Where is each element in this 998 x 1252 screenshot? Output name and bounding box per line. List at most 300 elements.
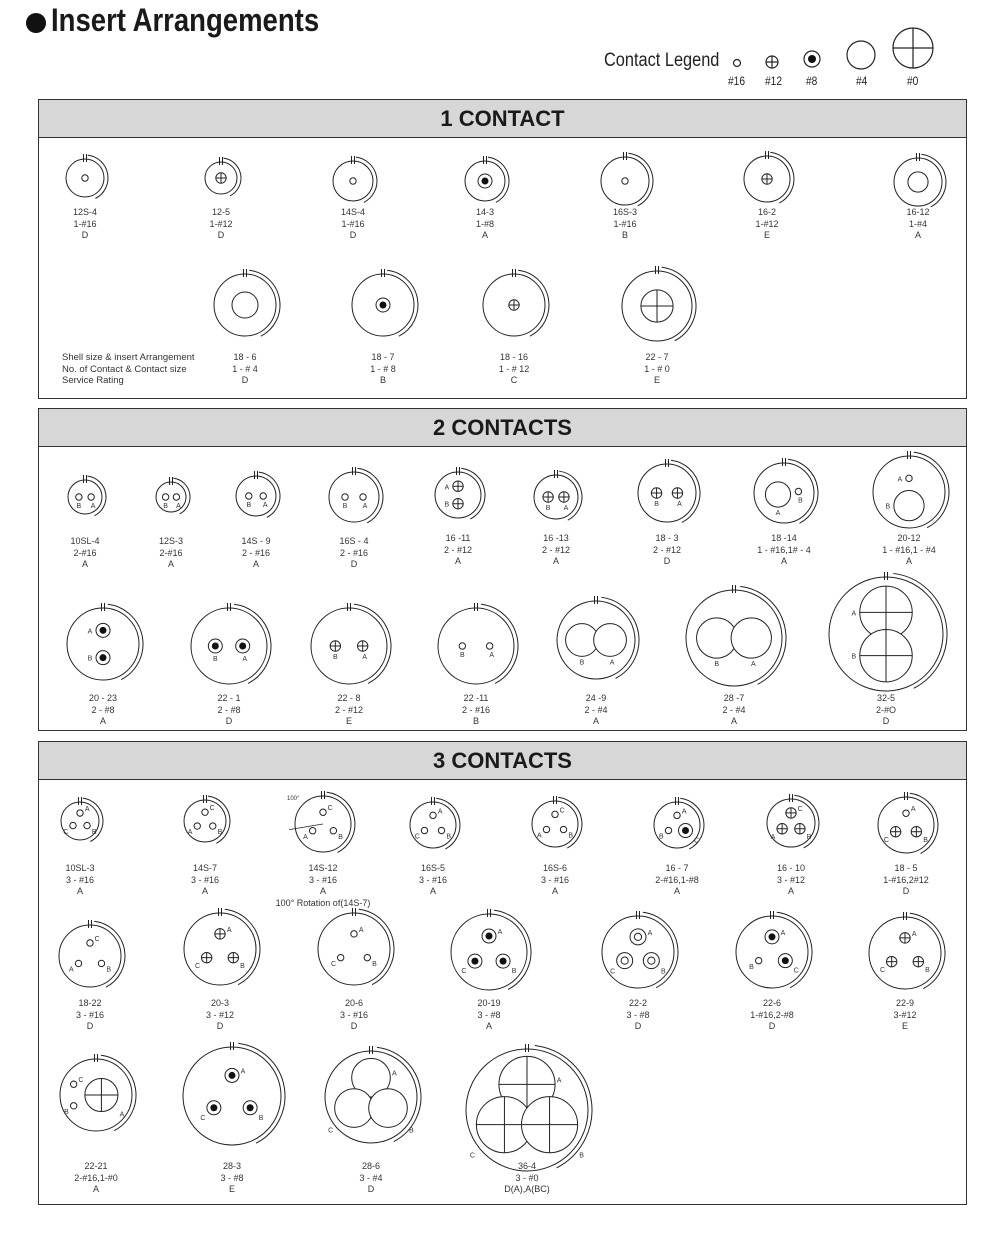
arrangement-caption <box>459 352 569 387</box>
contact-letter-label: B <box>658 833 664 841</box>
insert-arrangement-diagram <box>742 451 826 535</box>
arrangement-caption <box>850 998 960 1033</box>
shell-size-arrangement: 22-9 <box>895 998 914 1008</box>
service-rating: A <box>252 559 259 569</box>
shell-size-arrangement: 16-12 <box>906 207 930 217</box>
contact-letter-label: A <box>358 926 364 934</box>
legend-symbol-icon <box>725 51 749 75</box>
contact-letter-label: A <box>851 610 857 618</box>
contact-16-icon <box>246 493 252 499</box>
contact-16-icon <box>438 827 444 833</box>
contact-16-icon <box>674 812 680 818</box>
service-rating: D <box>902 886 910 896</box>
contact-16-icon <box>560 826 566 832</box>
insert-arrangement-diagram <box>202 262 288 348</box>
contact-letter-label: A <box>303 833 308 841</box>
contact-letter-label: C <box>879 966 886 974</box>
shell-size-arrangement: 18 - 16 <box>499 352 529 362</box>
contact-count-size: 1-#12 <box>755 218 779 229</box>
insert-arrangement-diagram <box>522 463 590 531</box>
arrangement-caption <box>294 693 404 728</box>
insert-shell-icon <box>438 603 518 684</box>
service-rating: D <box>349 230 357 240</box>
contact-16-icon <box>459 643 465 649</box>
contact-count-size: 3 - #8 <box>477 1009 501 1020</box>
contact-count-size: 1 - # 12 <box>498 363 530 374</box>
shell-size-arrangement: 24 -9 <box>585 693 607 703</box>
service-rating: B <box>472 716 479 726</box>
service-rating: D <box>217 230 225 240</box>
contact-count-size: 1 - #16,1 - #4 <box>882 544 936 555</box>
rotation-angle-label: 100° <box>287 796 300 802</box>
insert-arrangement-diagram <box>171 1035 293 1157</box>
contact-16-icon <box>755 957 761 963</box>
contact-12-icon <box>890 827 900 837</box>
legend-size-label: #8 <box>806 74 818 88</box>
insert-shell-icon <box>191 603 271 684</box>
section-2-contacts <box>38 408 967 731</box>
contact-count-size: 3 - #16 <box>190 874 220 885</box>
shell-size-arrangement: 16S-6 <box>542 863 568 873</box>
contact-letter-label: A <box>242 656 248 663</box>
insert-shell-icon <box>435 467 485 519</box>
contact-letter-label: B <box>925 966 930 974</box>
contact-count-size: 1-#4 <box>908 218 927 229</box>
shell-size-arrangement: 14-3 <box>475 207 494 217</box>
contact-8-icon <box>225 1068 239 1082</box>
insert-arrangement-diagram <box>626 452 708 534</box>
insert-shell-icon <box>311 603 391 684</box>
arrangement-caption <box>201 536 311 571</box>
section-title: 2 CONTACTS <box>39 409 966 447</box>
contact-12-icon <box>509 300 519 310</box>
contact-letter-label: B <box>660 968 666 976</box>
insert-shell-icon <box>295 791 355 853</box>
shell-size-arrangement: 10SL-4 <box>70 536 100 546</box>
service-rating: E <box>653 375 660 385</box>
arrangement-caption <box>150 863 260 898</box>
contact-count-size: 1-#12 <box>209 218 233 229</box>
arrangement-caption <box>316 1161 426 1196</box>
contact-count-size: 1-#16,2#12 <box>883 874 929 885</box>
service-rating: E <box>763 230 770 240</box>
contact-count-size: 3 - #16 <box>418 874 448 885</box>
note-line: No. of Contact & Contact size <box>62 363 187 375</box>
insert-shell-icon <box>156 477 190 514</box>
insert-shell-icon <box>329 467 383 523</box>
contact-8-icon <box>765 930 779 944</box>
insert-arrangement-diagram <box>340 262 426 348</box>
contact-16-icon <box>320 809 326 815</box>
insert-arrangement-diagram <box>313 1039 429 1155</box>
contact-16-icon <box>77 810 83 816</box>
contact-letter-label: A <box>362 654 368 662</box>
service-rating: A <box>81 559 88 569</box>
shell-size-arrangement: 18 - 7 <box>371 352 395 362</box>
contact-count-size: 1 - #16,1# - 4 <box>757 544 811 555</box>
contact-letter-label: B <box>372 960 377 968</box>
contact-letter-label: A <box>563 505 569 513</box>
arrangement-caption <box>177 1161 287 1196</box>
legend-symbol-icon <box>845 39 877 71</box>
contact-letter-label: C <box>469 1152 475 1160</box>
contact-letter-label: A <box>897 476 903 484</box>
contact-letter-label: C <box>94 935 100 943</box>
contact-count-size: 2 - #12 <box>541 544 571 555</box>
contact-letter-label: C <box>209 805 215 813</box>
arrangement-caption <box>41 1161 151 1196</box>
service-rating: A <box>92 1184 99 1194</box>
contact-letter-label: B <box>714 661 720 669</box>
insert-arrangement-diagram <box>56 468 114 526</box>
insert-shell-icon <box>638 459 700 522</box>
contact-letter-label: C <box>693 837 700 845</box>
contact-letter-label: B <box>749 963 754 971</box>
contact-16-icon <box>360 494 366 500</box>
contact-count-size: 2 - #16 <box>461 704 491 715</box>
contact-8-icon <box>630 929 646 945</box>
insert-shell-icon <box>736 911 812 988</box>
contact-4-icon <box>369 1089 408 1128</box>
arrangement-caption <box>729 533 839 568</box>
arrangement-caption <box>190 352 300 387</box>
service-rating: B <box>621 230 628 240</box>
contact-16-icon <box>84 822 90 828</box>
arrangement-caption <box>541 693 651 728</box>
arrangement-caption <box>501 533 611 568</box>
contact-16-icon <box>309 828 315 834</box>
contact-16-icon <box>342 494 348 500</box>
contact-letter-label: B <box>579 1152 584 1160</box>
insert-arrangement-diagram <box>49 790 111 852</box>
arrangement-caption <box>434 998 544 1033</box>
contact-16-icon <box>330 828 336 834</box>
contact-4-icon <box>894 491 924 521</box>
shell-size-arrangement: 16 -13 <box>543 533 569 543</box>
contact-letter-label: C <box>793 967 799 975</box>
contact-letter-label: A <box>437 808 443 816</box>
insert-arrangement-diagram <box>724 904 820 1000</box>
insert-arrangement-diagram <box>224 464 288 528</box>
insert-arrangement-diagram <box>47 913 133 999</box>
contact-16-icon <box>210 823 216 829</box>
legend-symbol-icon <box>891 26 935 70</box>
contact-count-size: 3 - #16 <box>75 1009 105 1020</box>
service-rating: A <box>551 886 558 896</box>
arrangement-caption <box>602 352 712 387</box>
insert-shell-icon <box>878 792 938 854</box>
contact-letter-label: B <box>212 656 218 663</box>
shell-size-arrangement: 18-22 <box>78 998 102 1008</box>
contact-letter-label: A <box>677 501 682 509</box>
contact-16-icon <box>88 494 94 500</box>
arrangement-caption <box>472 1161 582 1196</box>
insert-shell-icon <box>602 911 678 988</box>
arrangement-caption <box>25 863 135 898</box>
shell-size-arrangement: 14S-7 <box>192 863 218 873</box>
contact-letter-label: B <box>568 832 574 840</box>
insert-shell-icon <box>532 796 582 848</box>
contact-letter-label: B <box>885 503 891 511</box>
arrangement-caption <box>712 207 822 242</box>
contact-count-size: 2 - #12 <box>443 544 473 555</box>
contact-letter-label: A <box>119 1111 125 1119</box>
contact-16-icon <box>486 643 492 649</box>
shell-size-arrangement: 28 -7 <box>723 693 745 703</box>
shell-size-arrangement: 20-6 <box>344 998 363 1008</box>
contact-count-size: 3 - #16 <box>308 874 338 885</box>
contact-letter-label: A <box>556 1077 562 1085</box>
shell-size-arrangement: 22 - 7 <box>645 352 669 362</box>
insert-shell-icon <box>68 475 106 516</box>
service-rating: A <box>167 559 174 569</box>
shell-size-arrangement: 14S - 9 <box>241 536 271 546</box>
contact-16-icon <box>194 823 200 829</box>
contact-count-size: 2-#16,1-#0 <box>74 1172 118 1183</box>
arrangement-caption <box>35 998 145 1033</box>
contact-count-size: 3-#12 <box>893 1009 917 1020</box>
contact-8-icon <box>243 1101 257 1115</box>
shell-size-arrangement: 10SL-3 <box>65 863 95 873</box>
shell-size-arrangement: 22-2 <box>628 998 647 1008</box>
note-line: Service Rating <box>62 375 124 386</box>
shell-size-arrangement: 16 -11 <box>445 533 471 543</box>
contact-12-icon <box>201 952 211 962</box>
contact-16-icon <box>70 1103 76 1109</box>
shell-size-arrangement: 18 - 3 <box>655 533 679 543</box>
contact-8-icon <box>778 954 792 968</box>
insert-shell-icon <box>184 908 260 985</box>
contact-12-icon <box>777 824 787 834</box>
insert-arrangement-diagram <box>439 902 539 1002</box>
insert-arrangement-diagram <box>48 1047 144 1143</box>
arrangement-caption <box>583 998 693 1033</box>
contact-letter-label: B <box>579 659 585 667</box>
contact-count-size: 2 - #16 <box>339 547 369 558</box>
contact-8-icon <box>478 174 492 188</box>
section-title: 1 CONTACT <box>39 100 966 138</box>
insert-arrangement-diagram <box>193 150 249 206</box>
contact-letter-label: A <box>750 661 756 669</box>
service-rating: D <box>241 375 249 385</box>
service-rating: A <box>780 556 787 566</box>
contact-16-icon <box>260 493 266 499</box>
service-rating: C <box>510 375 518 385</box>
insert-arrangement-diagram <box>861 444 957 540</box>
contact-0-icon <box>860 629 912 681</box>
contact-letter-label: C <box>883 836 889 844</box>
contact-letter-label: C <box>414 833 420 841</box>
contact-letter-label: B <box>511 968 517 976</box>
service-rating: A <box>673 886 680 896</box>
shell-size-arrangement: 14S-12 <box>308 863 338 873</box>
contact-12-icon <box>786 808 796 818</box>
note-line: Shell size & insert Arrangement <box>62 352 195 363</box>
contact-16-icon <box>543 826 549 832</box>
contact-count-size: 2-#O <box>875 704 896 715</box>
contact-letter-label: C <box>461 968 467 976</box>
service-rating: A <box>905 556 912 566</box>
arrangement-caption <box>500 863 610 898</box>
contact-12-icon <box>651 488 661 498</box>
contact-letter-label: B <box>76 503 82 511</box>
contact-letter-label: A <box>647 929 653 937</box>
contact-12-icon <box>228 952 238 962</box>
service-rating: E <box>901 1021 908 1031</box>
contact-letter-label: A <box>90 503 96 511</box>
shell-size-arrangement: 22 - 8 <box>337 693 361 703</box>
arrangement-caption <box>622 863 732 898</box>
shell-size-arrangement: 22 - 1 <box>217 693 241 703</box>
shell-size-arrangement: 12-5 <box>211 207 230 217</box>
rotation-note: 100° Rotation of(14S-7) <box>275 897 371 908</box>
contact-8-icon <box>617 953 633 969</box>
legend-symbol-icon <box>760 50 784 74</box>
contact-letter-label: A <box>775 510 781 518</box>
contact-16-icon <box>337 954 343 960</box>
service-rating: A <box>454 556 461 566</box>
contact-count-size: 3 - #8 <box>220 1172 244 1183</box>
insert-arrangement-diagram <box>453 149 517 213</box>
insert-arrangement-diagram <box>398 790 468 860</box>
contact-8-icon <box>207 1101 221 1115</box>
contact-count-size: 3 - #16 <box>65 874 95 885</box>
contact-16-icon <box>98 960 104 966</box>
contact-count-size: 2 - #4 <box>584 704 608 715</box>
contact-count-size: 3 - #16 <box>540 874 570 885</box>
legend-size-label: #4 <box>856 74 868 88</box>
contact-letter-label: B <box>459 652 465 660</box>
contact-letter-label: A <box>262 502 268 510</box>
contact-16-icon <box>70 822 76 828</box>
service-rating: D <box>634 1021 642 1031</box>
service-rating: A <box>592 716 599 726</box>
insert-arrangement-diagram <box>520 789 590 859</box>
shell-size-arrangement: 16S-3 <box>612 207 638 217</box>
contact-letter-label: B <box>246 502 252 510</box>
shell-size-arrangement: 20-3 <box>210 998 229 1008</box>
contact-16-icon <box>76 494 82 500</box>
insert-shell-icon <box>410 797 460 849</box>
contact-letter-label: C <box>797 805 803 813</box>
shell-size-arrangement: 12S-3 <box>158 536 184 546</box>
insert-arrangement-diagram <box>817 565 955 703</box>
contact-letter-label: A <box>609 659 615 667</box>
arrangement-caption <box>679 693 789 728</box>
service-rating: A <box>552 556 559 566</box>
contact-8-icon <box>643 953 659 969</box>
contact-16-icon <box>795 488 801 494</box>
arrangement-caption <box>430 207 540 242</box>
arrangement-caption <box>403 533 513 568</box>
contact-16-icon <box>421 827 427 833</box>
contact-8-icon <box>96 623 110 637</box>
contact-letter-label: C <box>327 805 333 813</box>
contact-12-icon <box>900 933 910 943</box>
contact-count-size: 2 - #16 <box>241 547 271 558</box>
title-bullet-icon <box>26 13 46 33</box>
arrangement-caption <box>299 536 409 571</box>
insert-arrangement-diagram <box>471 262 557 348</box>
contact-12-icon <box>762 174 772 184</box>
contact-16-icon <box>202 809 208 815</box>
contact-letter-label: C <box>200 1114 206 1122</box>
caption-key-note <box>62 352 195 387</box>
contact-0-icon <box>85 1078 118 1111</box>
shell-size-arrangement: 18 - 5 <box>894 863 918 873</box>
arrangement-caption <box>165 998 275 1033</box>
contact-8-icon <box>96 651 110 665</box>
contact-letter-label: B <box>258 1114 264 1122</box>
insert-arrangement-diagram <box>545 589 647 691</box>
contact-count-size: 1 - # 4 <box>232 363 258 374</box>
insert-shell-icon <box>318 908 394 985</box>
legend-symbol-icon <box>800 47 824 71</box>
contact-letter-label: A <box>910 806 916 814</box>
shell-size-arrangement: 22 -11 <box>463 693 489 703</box>
insert-arrangement-diagram <box>866 785 946 865</box>
contact-count-size: 3 - #16 <box>339 1009 369 1020</box>
contact-letter-label: A <box>489 652 495 660</box>
arrangement-caption <box>854 533 964 568</box>
contact-12-icon <box>559 492 569 502</box>
service-rating: D <box>86 1021 94 1031</box>
insert-arrangement-diagram <box>857 905 953 1001</box>
insert-arrangement-diagram <box>642 790 712 860</box>
contact-8-icon <box>679 824 693 838</box>
legend-size-label: #12 <box>765 74 783 88</box>
contact-12-icon <box>795 824 805 834</box>
arrangement-caption <box>48 693 158 728</box>
insert-arrangement-diagram <box>674 578 794 698</box>
contact-12-icon <box>453 481 463 491</box>
service-rating: D <box>768 1021 776 1031</box>
contact-letter-label: C <box>330 960 337 968</box>
service-rating: D <box>225 716 233 726</box>
insert-shell-icon <box>236 471 280 517</box>
contact-letter-label: B <box>87 655 93 663</box>
contact-16-icon <box>162 494 168 500</box>
contact-letter-label: A <box>497 929 503 937</box>
shell-size-arrangement: 16-2 <box>757 207 776 217</box>
shell-size-arrangement: 20-19 <box>477 998 501 1008</box>
service-rating: A <box>481 230 488 240</box>
insert-shell-icon <box>67 603 143 680</box>
contact-count-size: 1-#16,2-#8 <box>750 1009 794 1020</box>
contact-8-icon <box>376 298 390 312</box>
arrangement-caption <box>863 207 973 242</box>
contact-16-icon <box>82 175 88 181</box>
arrangement-caption <box>328 352 438 387</box>
contact-letter-label: A <box>770 833 776 841</box>
contact-letter-label: B <box>91 828 97 836</box>
insert-arrangement-diagram <box>610 259 704 353</box>
arrangement-caption <box>421 693 531 728</box>
contact-letter-label: C <box>559 807 565 815</box>
contact-8-icon <box>468 954 482 968</box>
shell-size-arrangement: 20 - 23 <box>88 693 118 703</box>
contact-16-icon <box>351 931 357 937</box>
service-rating: D <box>81 230 89 240</box>
contact-letter-label: C <box>63 828 69 836</box>
service-rating: A <box>485 1021 492 1031</box>
contact-count-size: 1-#16 <box>73 218 97 229</box>
insert-arrangement-diagram <box>426 596 526 696</box>
contact-count-size: 3 - #8 <box>626 1009 650 1020</box>
contact-letter-label: C <box>328 1127 334 1135</box>
insert-arrangement-diagram <box>732 144 802 214</box>
shell-size-arrangement: 28-6 <box>361 1161 380 1171</box>
